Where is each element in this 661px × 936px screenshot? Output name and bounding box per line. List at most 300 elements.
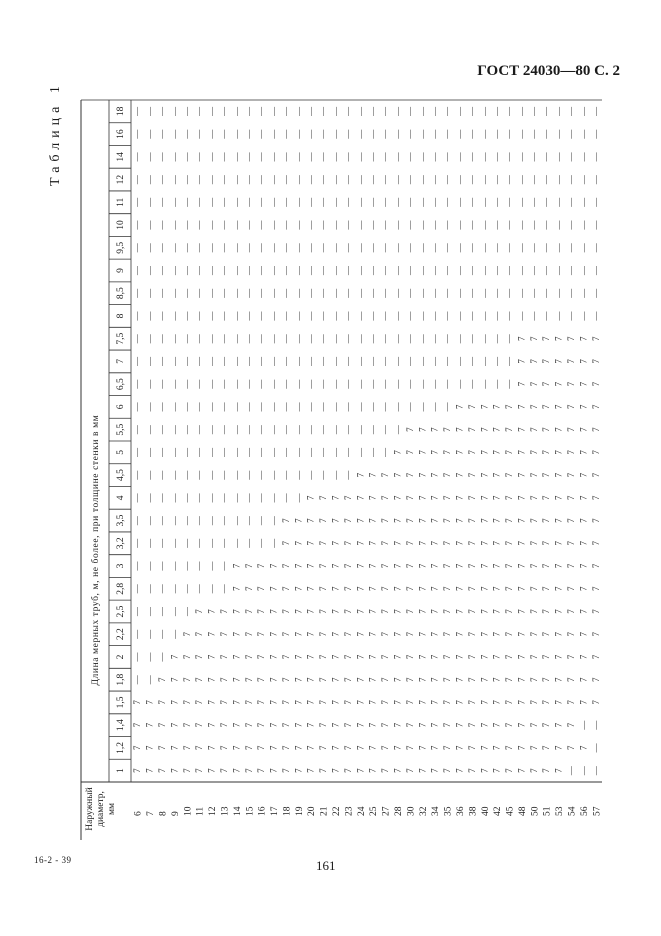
cell-value: 7 [528,541,539,546]
cell-value: 7 [268,563,279,569]
cell-value: 7 [355,563,366,569]
cell-value: 7 [578,472,589,478]
cell-dash: — [528,152,539,162]
cell-dash: — [231,379,242,389]
cell-value: 7 [417,586,428,592]
cell-value: 7 [429,609,440,614]
cell-dash: — [280,175,291,185]
cell-dash: — [429,129,440,139]
cell-dash: — [280,493,291,503]
cell-value: 7 [243,722,254,728]
cell-dash: — [330,311,341,321]
cell-value: 7 [504,563,515,569]
cell-value: 7 [578,745,589,751]
cell-dash: — [243,197,254,207]
cell-value: 7 [318,677,329,682]
cell-value: 7 [429,427,440,432]
cell-dash: — [156,288,167,298]
cell-dash: — [504,243,515,253]
cell-value: 7 [417,745,428,751]
cell-dash: — [256,175,267,185]
cell-dash: — [256,425,267,435]
cell-value: 7 [417,427,428,432]
cell-dash: — [590,152,601,162]
cell-dash: — [404,334,415,344]
cell-dash: — [541,197,552,207]
cell-dash: — [429,220,440,230]
cell-dash: — [355,243,366,253]
cell-value: 7 [541,563,552,569]
cell-dash: — [504,379,515,389]
cell-value: 7 [479,677,490,682]
cell-dash: — [243,447,254,457]
cell-value: 7 [491,631,502,637]
thickness-label: 7,5 [116,332,126,345]
cell-value: 7 [566,609,577,614]
cell-dash: — [144,493,155,503]
cell-dash: — [318,220,329,230]
cell-dash: — [231,493,242,503]
cell-value: 7 [466,586,477,592]
cell-value: 7 [169,677,180,682]
cell-value: 7 [380,722,391,728]
cell-value: 7 [330,586,341,592]
cell-value: 7 [566,381,577,387]
cell-value: 7 [504,541,515,546]
cell-dash: — [429,356,440,366]
cell-dash: — [380,106,391,116]
cell-dash: — [144,447,155,457]
cell-dash: — [181,266,192,275]
cell-dash: — [132,243,143,253]
cell-value: 7 [342,631,353,637]
cell-dash: — [442,243,453,253]
cell-value: 7 [256,586,267,592]
cell-dash: — [355,402,366,412]
cell-dash: — [293,129,304,139]
cell-dash: — [256,288,267,298]
cell-value: 7 [553,768,564,773]
cell-dash: — [330,129,341,139]
cell-dash: — [590,175,601,185]
cell-dash: — [553,106,564,116]
cell-dash: — [504,106,515,116]
cell-value: 7 [268,631,279,637]
cell-value: 7 [280,745,291,751]
cell-dash: — [280,311,291,321]
cell-dash: — [268,266,279,275]
thickness-label: 7 [116,359,126,364]
cell-dash: — [280,379,291,389]
cell-dash: — [243,493,254,503]
cell-value: 7 [318,745,329,751]
cell-dash: — [132,152,143,162]
cell-value: 7 [169,700,180,705]
diameter-label: 14 [232,806,243,816]
cell-dash: — [181,470,192,480]
cell-dash: — [417,379,428,389]
cell-dash: — [169,629,180,639]
cell-dash: — [355,447,366,457]
cell-dash: — [156,447,167,457]
cell-value: 7 [442,586,453,592]
cell-value: 7 [491,563,502,569]
cell-dash: — [590,743,601,753]
cell-dash: — [330,356,341,366]
cell-value: 7 [504,745,515,751]
cell-value: 7 [528,381,539,387]
cell-dash: — [454,152,465,162]
cell-value: 7 [491,654,502,660]
cell-dash: — [144,106,155,116]
cell-value: 7 [404,495,415,501]
cell-dash: — [318,288,329,298]
cell-value: 7 [466,495,477,501]
table-cells [132,106,601,776]
cell-dash: — [256,197,267,207]
cell-value: 7 [404,654,415,660]
cell-dash: — [293,197,304,207]
cell-dash: — [293,402,304,412]
cell-dash: — [342,152,353,162]
thickness-label: 10 [116,220,126,230]
cell-dash: — [218,175,229,185]
cell-dash: — [342,220,353,230]
cell-value: 7 [392,518,403,523]
cell-dash: — [256,379,267,389]
cell-dash: — [442,356,453,366]
thickness-label: 6,5 [116,378,126,391]
cell-dash: — [342,402,353,412]
cell-dash: — [206,425,217,435]
cell-value: 7 [256,563,267,569]
cell-value: 7 [305,518,316,523]
cell-dash: — [181,538,192,548]
cell-value: 7 [429,677,440,682]
cell-dash: — [479,311,490,321]
cell-dash: — [404,152,415,162]
cell-value: 7 [342,541,353,546]
cell-dash: — [144,402,155,412]
cell-dash: — [367,220,378,230]
cell-dash: — [355,266,366,275]
cell-value: 7 [442,700,453,705]
cell-value: 7 [429,495,440,501]
diameter-label: 19 [294,806,305,816]
cell-dash: — [541,129,552,139]
cell-dash: — [194,266,205,275]
cell-value: 7 [330,722,341,728]
cell-dash: — [578,129,589,139]
cell-value: 7 [417,722,428,728]
cell-dash: — [231,356,242,366]
cell-dash: — [256,493,267,503]
thickness-label: 3 [116,563,126,569]
cell-dash: — [578,106,589,116]
cell-value: 7 [479,450,490,455]
cell-value: 7 [466,609,477,614]
cell-dash: — [380,356,391,366]
cell-value: 7 [367,586,378,592]
cell-dash: — [342,175,353,185]
cell-dash: — [454,106,465,116]
cell-value: 7 [578,654,589,660]
cell-value: 7 [590,427,601,432]
cell-dash: — [268,220,279,230]
cell-dash: — [566,243,577,253]
cell-dash: — [181,197,192,207]
cell-value: 7 [404,631,415,637]
cell-dash: — [429,288,440,298]
cell-dash: — [528,129,539,139]
cell-dash: — [243,402,254,412]
cell-value: 7 [516,631,527,637]
cell-value: 7 [243,654,254,660]
cell-value: 7 [417,654,428,660]
cell-dash: — [144,356,155,366]
cell-dash: — [169,106,180,116]
cell-value: 7 [553,609,564,614]
cell-value: 7 [479,745,490,751]
cell-dash: — [392,220,403,230]
cell-value: 7 [528,700,539,705]
cell-dash: — [578,266,589,275]
cell-dash: — [156,584,167,594]
cell-value: 7 [305,722,316,728]
cell-dash: — [367,447,378,457]
cell-value: 7 [218,745,229,751]
thickness-label: 1,8 [116,673,126,686]
cell-value: 7 [280,654,291,660]
cell-value: 7 [367,541,378,546]
cell-value: 7 [541,381,552,387]
cell-dash: — [479,152,490,162]
cell-dash: — [454,175,465,185]
cell-value: 7 [404,745,415,751]
cell-value: 7 [218,609,229,614]
cell-dash: — [293,334,304,344]
cell-value: 7 [566,495,577,501]
cell-dash: — [479,129,490,139]
cell-value: 7 [442,722,453,728]
cell-dash: — [181,175,192,185]
cell-dash: — [169,561,180,571]
cell-value: 7 [243,745,254,751]
cell-dash: — [590,220,601,230]
cell-dash: — [330,447,341,457]
cell-dash: — [132,584,143,594]
cell-value: 7 [206,768,217,773]
cell-dash: — [132,106,143,116]
cell-dash: — [268,493,279,503]
cell-dash: — [442,129,453,139]
cell-dash: — [466,129,477,139]
cell-value: 7 [305,541,316,546]
cell-dash: — [231,129,242,139]
cell-dash: — [318,152,329,162]
diameter-label: 30 [406,806,417,816]
cell-dash: — [318,356,329,366]
cell-dash: — [280,106,291,116]
cell-value: 7 [491,518,502,523]
cell-dash: — [404,266,415,275]
cell-dash: — [454,356,465,366]
cell-dash: — [268,379,279,389]
cell-dash: — [181,356,192,366]
cell-dash: — [318,379,329,389]
cell-dash: — [590,266,601,275]
cell-value: 7 [392,631,403,637]
cell-value: 7 [553,450,564,455]
cell-dash: — [194,356,205,366]
cell-value: 7 [392,495,403,501]
cell-dash: — [156,152,167,162]
cell-value: 7 [541,518,552,523]
thickness-label: 3,5 [116,514,126,527]
cell-value: 7 [590,518,601,523]
cell-dash: — [268,334,279,344]
cell-dash: — [144,470,155,480]
cell-dash: — [342,379,353,389]
cell-value: 7 [566,745,577,751]
cell-dash: — [144,538,155,548]
cell-dash: — [169,607,180,616]
cell-value: 7 [392,722,403,728]
cell-dash: — [206,561,217,571]
cell-dash: — [380,175,391,185]
cell-dash: — [578,220,589,230]
cell-value: 7 [442,745,453,751]
cell-dash: — [578,152,589,162]
cell-dash: — [330,379,341,389]
cell-dash: — [206,516,217,526]
cell-value: 7 [528,495,539,501]
diameter-label: 24 [356,806,367,816]
cell-value: 7 [454,586,465,592]
cell-value: 7 [330,654,341,660]
cell-value: 7 [355,472,366,478]
thickness-label: 2,5 [116,605,126,618]
cell-value: 7 [528,336,539,341]
cell-value: 7 [504,768,515,773]
cell-dash: — [305,175,316,185]
cell-value: 7 [194,768,205,773]
cell-dash: — [293,152,304,162]
cell-dash: — [305,356,316,366]
cell-dash: — [132,402,143,412]
table-label: Таблица 1 [48,81,63,186]
cell-dash: — [169,538,180,548]
cell-dash: — [169,311,180,321]
cell-value: 7 [293,677,304,682]
diameter-label: 35 [443,806,454,816]
cell-dash: — [181,288,192,298]
cell-value: 7 [318,631,329,637]
cell-value: 7 [541,768,552,773]
cell-value: 7 [169,745,180,751]
cell-value: 7 [491,722,502,728]
cell-value: 7 [590,654,601,660]
cell-dash: — [454,266,465,275]
cell-dash: — [206,402,217,412]
cell-dash: — [367,197,378,207]
cell-dash: — [429,197,440,207]
cell-value: 7 [479,654,490,660]
cell-dash: — [516,129,527,139]
cell-value: 7 [590,495,601,501]
row-header-text: диаметр, [96,791,106,827]
cell-value: 7 [156,768,167,773]
cell-dash: — [243,470,254,480]
cell-dash: — [156,197,167,207]
table-grid [81,100,602,840]
cell-value: 7 [355,631,366,637]
cell-value: 7 [181,768,192,773]
cell-value: 7 [417,768,428,773]
cell-dash: — [553,152,564,162]
cell-dash: — [417,288,428,298]
cell-dash: — [553,175,564,185]
cell-dash: — [330,334,341,344]
cell-value: 7 [342,700,353,705]
cell-value: 7 [144,722,155,728]
cell-value: 7 [318,586,329,592]
cell-value: 7 [293,586,304,592]
thickness-label: 11 [116,197,126,207]
cell-dash: — [144,425,155,435]
cell-value: 7 [516,427,527,432]
cell-value: 7 [404,472,415,478]
cell-dash: — [466,334,477,344]
cell-value: 7 [429,631,440,637]
diameter-label: 28 [393,806,404,816]
cell-value: 7 [404,609,415,614]
cell-value: 7 [243,700,254,705]
cell-value: 7 [578,631,589,637]
cell-dash: — [342,425,353,435]
cell-value: 7 [367,631,378,637]
cell-value: 7 [504,450,515,455]
cell-value: 7 [367,700,378,705]
cell-value: 7 [367,472,378,478]
cell-value: 7 [206,722,217,728]
cell-dash: — [466,311,477,321]
cell-dash: — [218,538,229,548]
cell-value: 7 [367,768,378,773]
cell-dash: — [516,266,527,275]
cell-dash: — [194,425,205,435]
cell-dash: — [392,152,403,162]
cell-value: 7 [280,700,291,705]
thickness-label: 1 [116,768,126,774]
cell-value: 7 [466,768,477,773]
cell-dash: — [392,334,403,344]
cell-dash: — [144,334,155,344]
cell-dash: — [156,607,167,616]
cell-value: 7 [305,677,316,682]
cell-dash: — [194,561,205,571]
cell-dash: — [466,266,477,275]
cell-dash: — [181,402,192,412]
cell-value: 7 [367,654,378,660]
cell-dash: — [293,447,304,457]
cell-dash: — [566,288,577,298]
cell-value: 7 [231,722,242,728]
cell-dash: — [243,516,254,526]
cell-value: 7 [516,586,527,592]
cell-value: 7 [380,768,391,773]
cell-dash: — [330,106,341,116]
